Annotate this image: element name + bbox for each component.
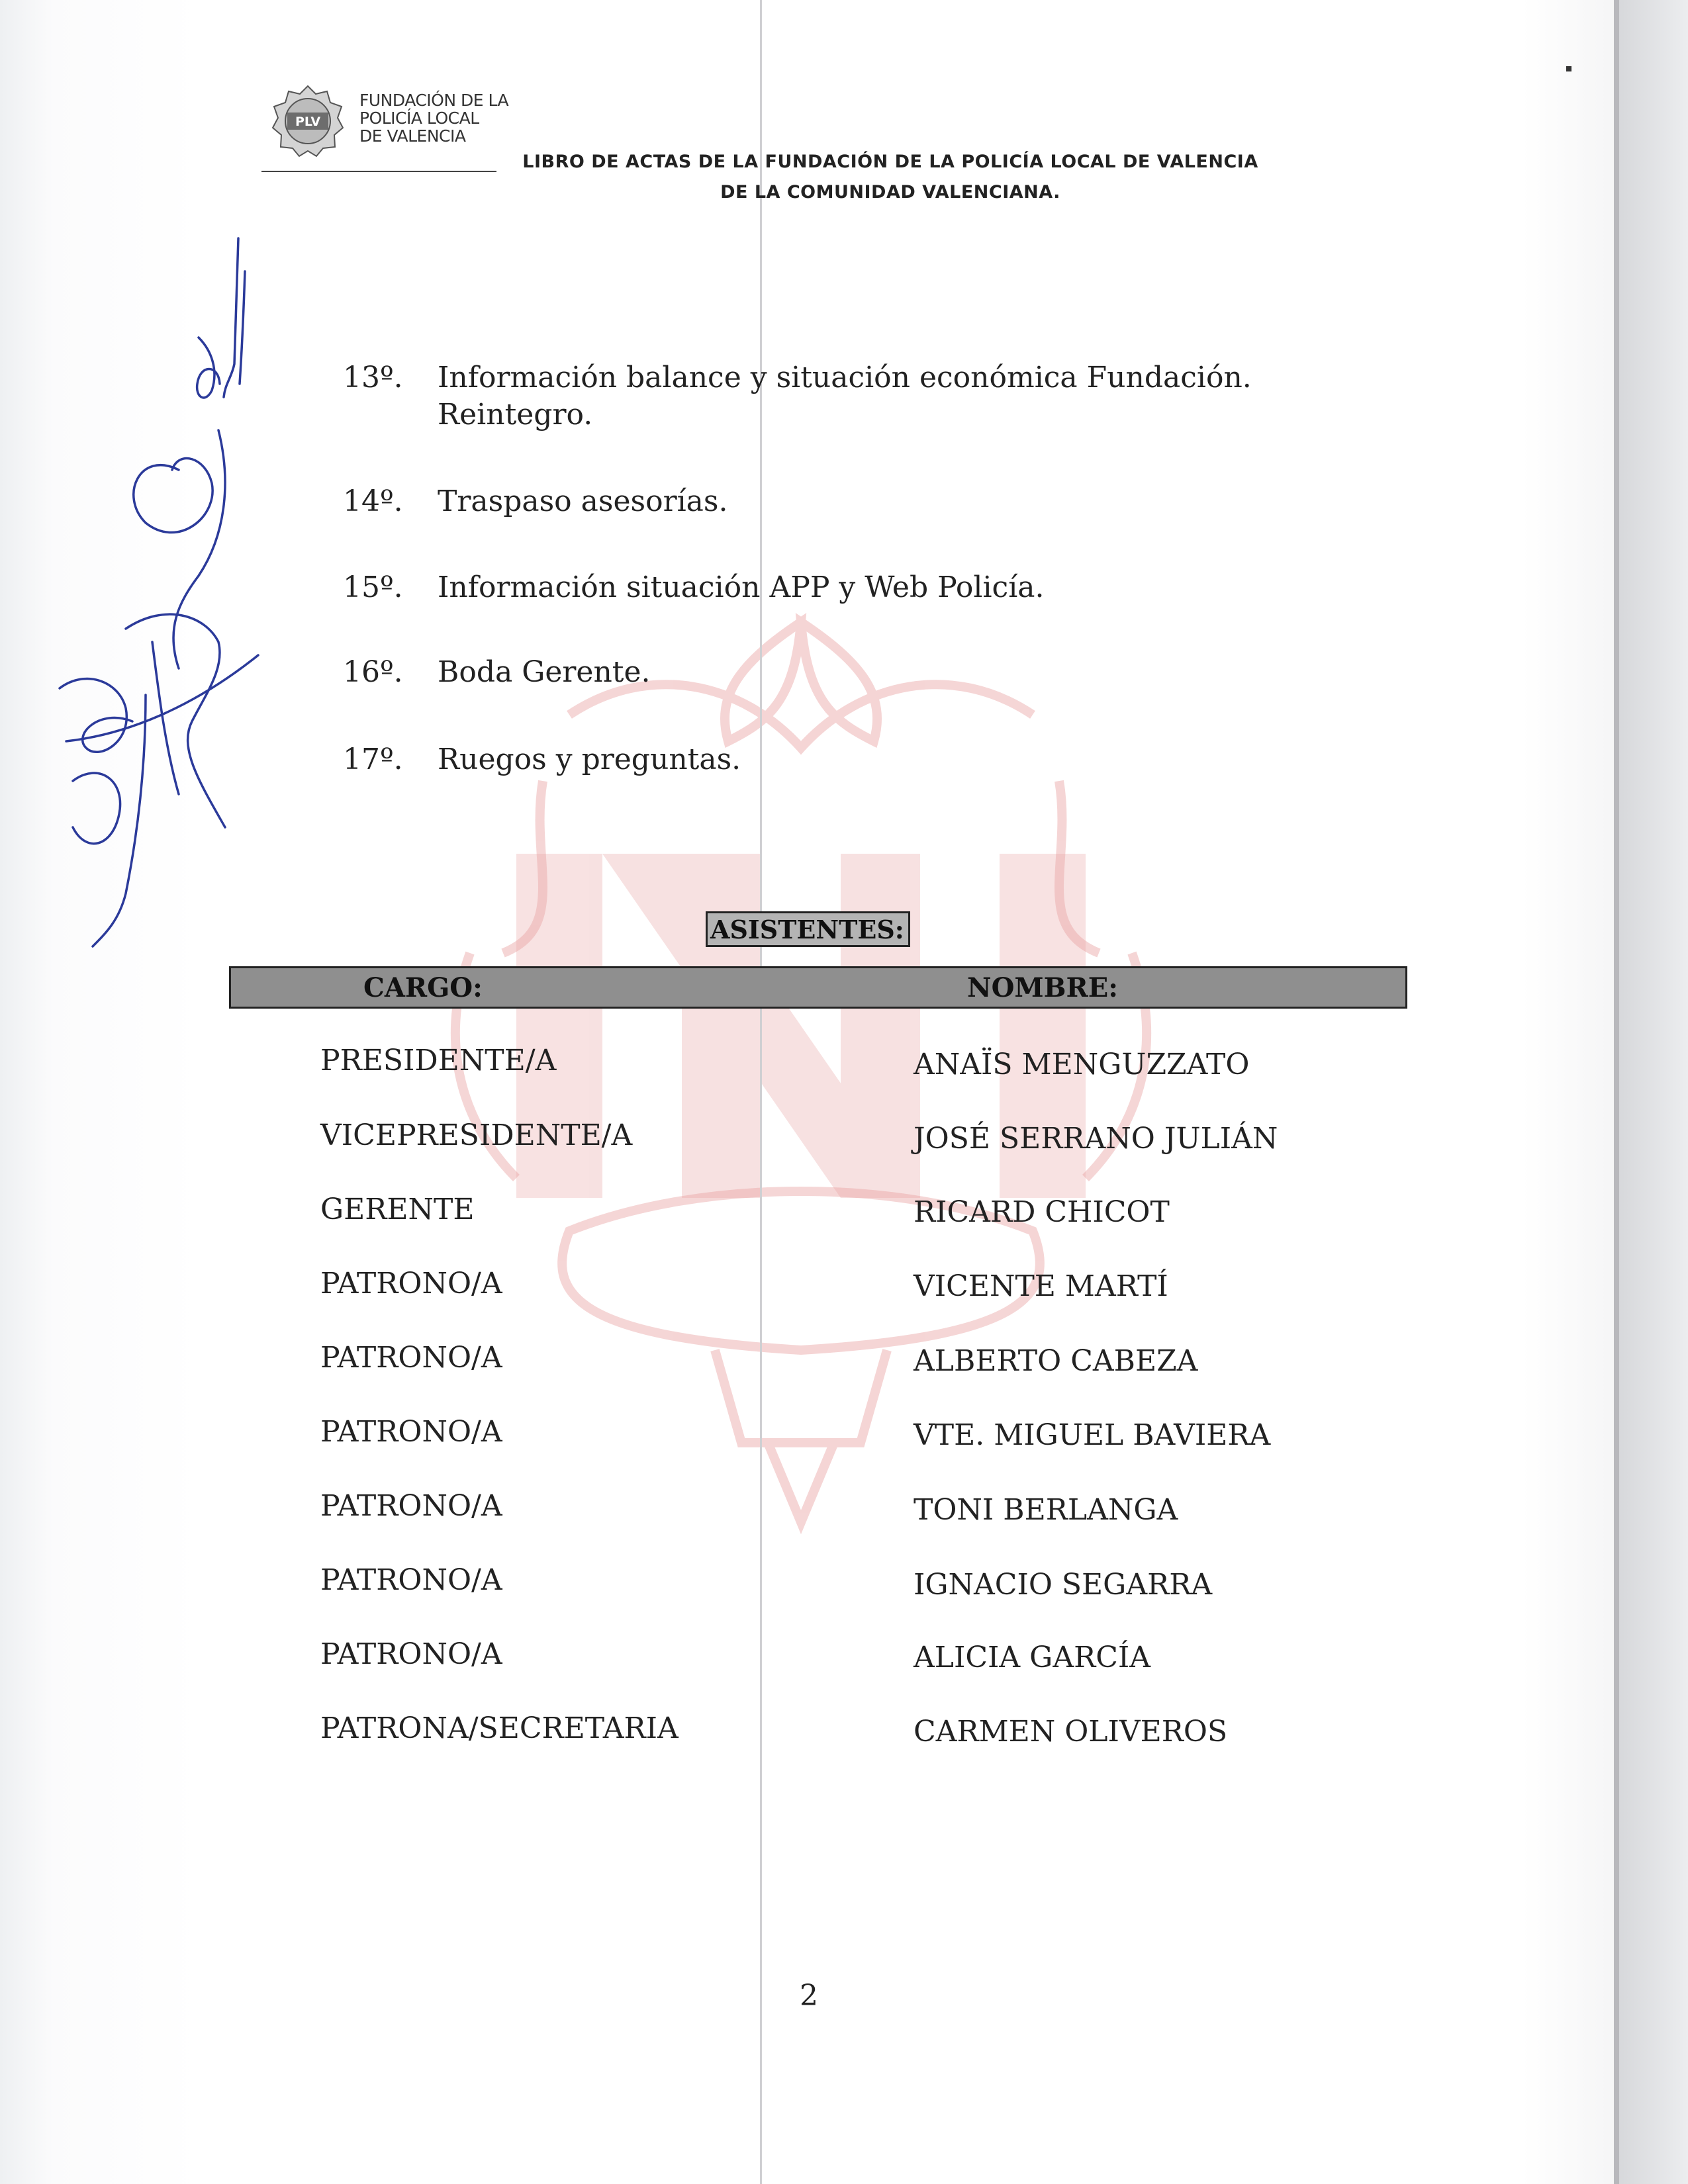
attendees-heading: ASISTENTES: [706,911,910,947]
attendee-nombre: TONI BERLANGA [914,1493,1178,1527]
agenda-text-line: Información situación APP y Web Policía. [438,570,1045,604]
attendee-cargo: VICEPRESIDENTE/A [320,1118,633,1152]
attendee-cargo: GERENTE [320,1193,475,1226]
logo-line: FUNDACIÓN DE LA [359,91,509,110]
agenda-number: 14º. [343,484,403,518]
agenda-number: 13º. [343,361,403,394]
scan-page-edge [1614,0,1619,2184]
attendee-cargo: PATRONO/A [320,1563,502,1597]
attendee-nombre: CARMEN OLIVEROS [914,1715,1228,1749]
page-number: 2 [800,1979,818,2013]
column-header-nombre: NOMBRE: [967,972,1118,1003]
attendee-cargo: PATRONO/A [320,1267,502,1300]
attendee-nombre: ALBERTO CABEZA [914,1344,1198,1378]
column-header-cargo: CARGO: [363,972,483,1003]
agenda-text-line: Ruegos y preguntas. [438,743,741,776]
attendee-nombre: ALICIA GARCÍA [914,1641,1151,1674]
attendees-table-header [229,966,1407,1009]
foundation-logo-text [359,91,508,145]
document-header-title [397,147,1383,208]
logo-badge: PLV [295,114,321,129]
agenda-text-line: Traspaso asesorías. [438,484,728,518]
scan-speck [1566,66,1571,71]
agenda-number: 17º. [343,743,403,776]
scan-shadow [1619,0,1688,2184]
agenda-number: 15º. [343,570,403,604]
attendee-cargo: PATRONO/A [320,1415,502,1449]
attendee-nombre: RICARD CHICOT [914,1195,1170,1229]
header-title-line: LIBRO DE ACTAS DE LA FUNDACIÓN DE LA POLICÍA LOCAL DE VALENCIA [522,152,1258,172]
attendee-nombre: JOSÉ SERRANO JULIÁN [914,1122,1278,1156]
logo-line: POLICÍA LOCAL [359,109,479,128]
attendee-cargo: PATRONO/A [320,1489,502,1523]
attendee-cargo: PATRONO/A [320,1637,502,1671]
agenda-text-line: Reintegro. [438,398,593,432]
foundation-logo-icon [271,85,344,158]
attendee-cargo: PATRONO/A [320,1341,502,1375]
logo-line: DE VALENCIA [359,126,466,146]
agenda-number: 16º. [343,655,403,689]
agenda-text-line: Boda Gerente. [438,655,651,689]
agenda-text-line: Información balance y situación económica Fundación. [438,361,1252,394]
attendee-cargo: PATRONA/SECRETARIA [320,1711,679,1745]
attendee-cargo: PRESIDENTE/A [320,1044,557,1077]
attendee-nombre: IGNACIO SEGARRA [914,1568,1213,1602]
attendee-nombre: ANAÏS MENGUZZATO [914,1048,1250,1081]
scan-fold-line [760,0,762,2184]
attendee-nombre: VICENTE MARTÍ [914,1269,1168,1303]
handwritten-signature [46,232,265,960]
attendee-nombre: VTE. MIGUEL BAVIERA [914,1418,1271,1452]
header-title-line: DE LA COMUNIDAD VALENCIANA. [720,182,1060,203]
